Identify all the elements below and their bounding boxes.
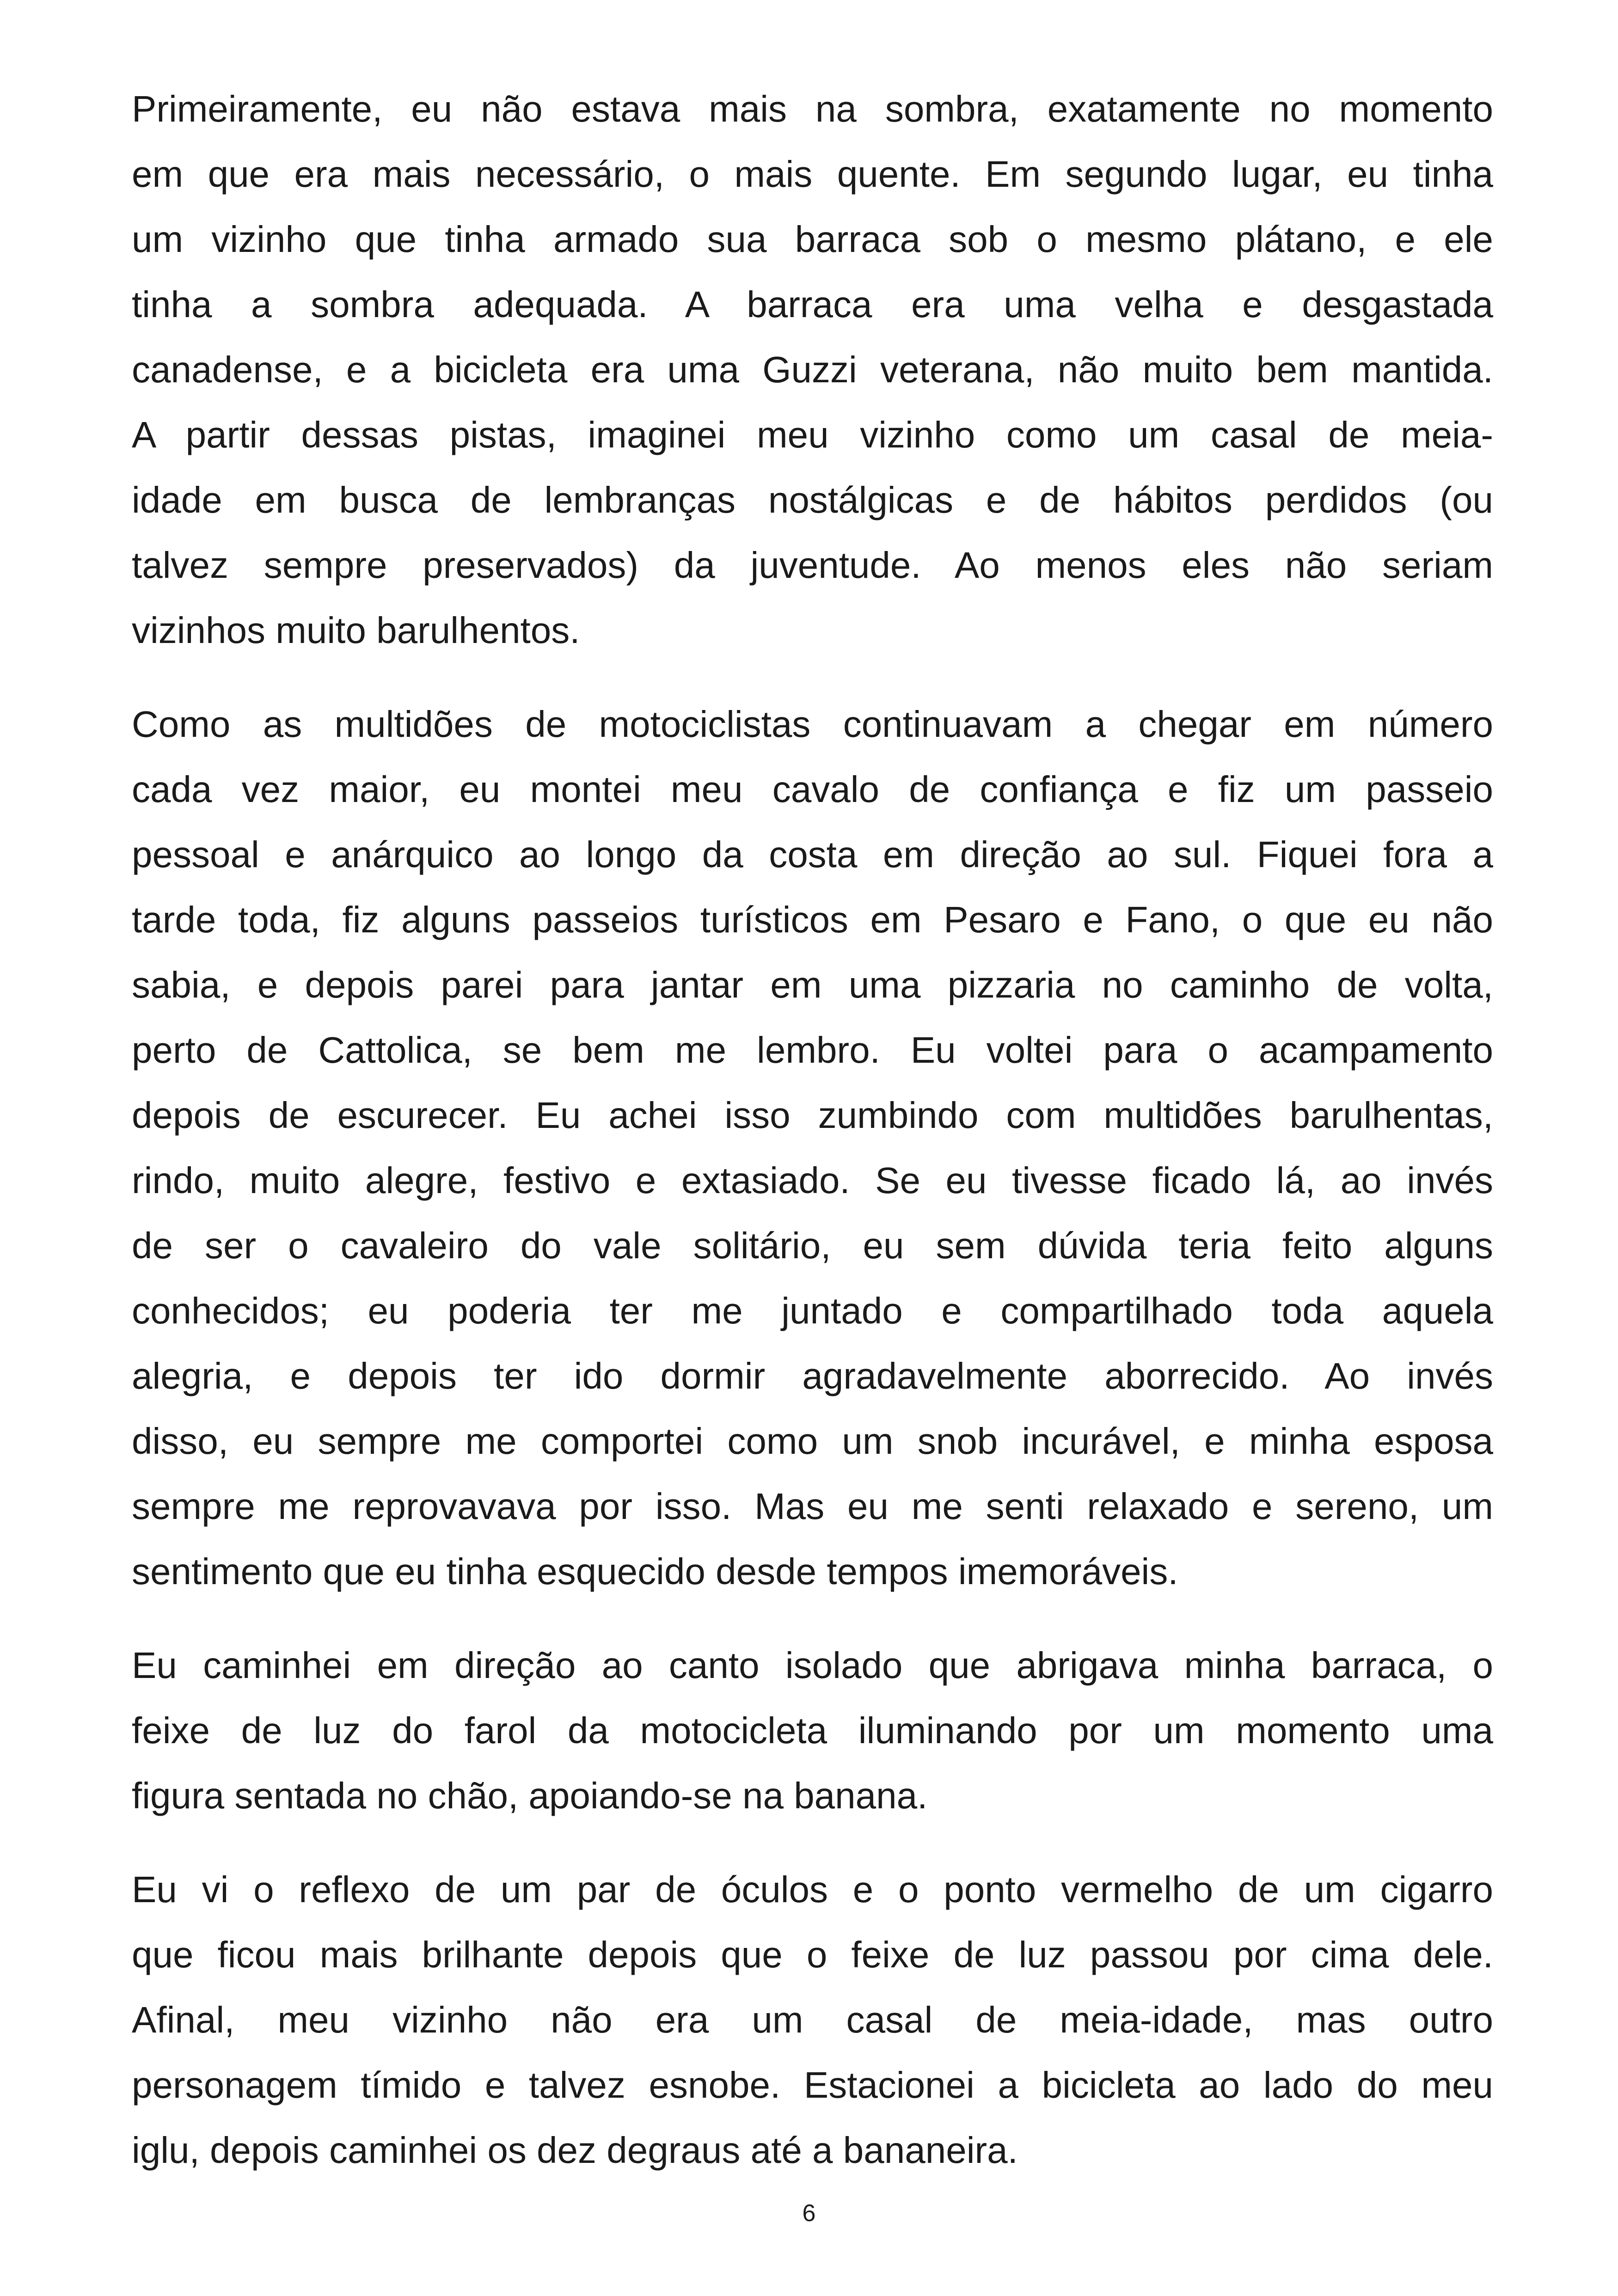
text-line: que ficou mais brilhante depois que o feixe de luz passou por cima dele. <box>132 1934 1493 1975</box>
text-line: Primeiramente, eu não estava mais na sombra, exatamente no momento <box>132 88 1493 129</box>
text-line: de ser o cavaleiro do vale solitário, eu sem dúvida teria feito alguns <box>132 1225 1493 1266</box>
paragraph-4 <box>132 1857 1493 2183</box>
text-line: vizinhos muito barulhentos. <box>132 610 580 651</box>
page-number: 6 <box>802 2200 816 2227</box>
text-line: sentimento que eu tinha esquecido desde tempos imemoráveis. <box>132 1551 1178 1592</box>
paragraph-3 <box>132 1633 1493 1828</box>
text-line: depois de escurecer. Eu achei isso zumbindo com multidões barulhentas, <box>132 1095 1493 1136</box>
text-line: um vizinho que tinha armado sua barraca sob o mesmo plátano, e ele <box>132 219 1493 260</box>
text-line: sabia, e depois parei para jantar em uma pizzaria no caminho de volta, <box>132 964 1493 1005</box>
text-line: canadense, e a bicicleta era uma Guzzi veterana, não muito bem mantida. <box>132 349 1493 390</box>
text-line: tarde toda, fiz alguns passeios turísticos em Pesaro e Fano, o que eu não <box>132 899 1493 940</box>
text-line: figura sentada no chão, apoiando-se na banana. <box>132 1775 928 1816</box>
paragraph-2 <box>132 692 1493 1604</box>
text-line: feixe de luz do farol da motocicleta iluminando por um momento uma <box>132 1710 1493 1751</box>
text-line: Como as multidões de motociclistas continuavam a chegar em número <box>132 704 1493 745</box>
text-line: personagem tímido e talvez esnobe. Estacionei a bicicleta ao lado do meu <box>132 2064 1493 2106</box>
text-line: Afinal, meu vizinho não era um casal de meia-idade, mas outro <box>132 1999 1493 2040</box>
text-line: idade em busca de lembranças nostálgicas e de hábitos perdidos (ou <box>132 479 1493 520</box>
paragraph-1 <box>132 76 1493 663</box>
text-line: conhecidos; eu poderia ter me juntado e compartilhado toda aquela <box>132 1290 1493 1331</box>
text-line: cada vez maior, eu montei meu cavalo de confiança e fiz um passeio <box>132 769 1493 810</box>
text-line: talvez sempre preservados) da juventude. Ao menos eles não seriam <box>132 545 1493 586</box>
text-line: Eu vi o reflexo de um par de óculos e o ponto vermelho de um cigarro <box>132 1869 1493 1910</box>
text-line: tinha a sombra adequada. A barraca era uma velha e desgastada <box>132 284 1493 325</box>
text-line: disso, eu sempre me comportei como um snob incurável, e minha esposa <box>132 1420 1493 1462</box>
text-line: perto de Cattolica, se bem me lembro. Eu voltei para o acampamento <box>132 1029 1493 1071</box>
body-text <box>132 76 1493 2211</box>
text-line: em que era mais necessário, o mais quente. Em segundo lugar, eu tinha <box>132 153 1493 195</box>
text-line: iglu, depois caminhei os dez degraus até a bananeira. <box>132 2130 1018 2171</box>
text-line: Eu caminhei em direção ao canto isolado que abrigava minha barraca, o <box>132 1645 1493 1686</box>
text-line: sempre me reprovavava por isso. Mas eu me senti relaxado e sereno, um <box>132 1486 1493 1527</box>
text-line: rindo, muito alegre, festivo e extasiado. Se eu tivesse ficado lá, ao invés <box>132 1160 1493 1201</box>
text-line: alegria, e depois ter ido dormir agradavelmente aborrecido. Ao invés <box>132 1355 1493 1396</box>
text-line: A partir dessas pistas, imaginei meu vizinho como um casal de meia- <box>132 414 1493 455</box>
text-line: pessoal e anárquico ao longo da costa em direção ao sul. Fiquei fora a <box>132 834 1493 875</box>
